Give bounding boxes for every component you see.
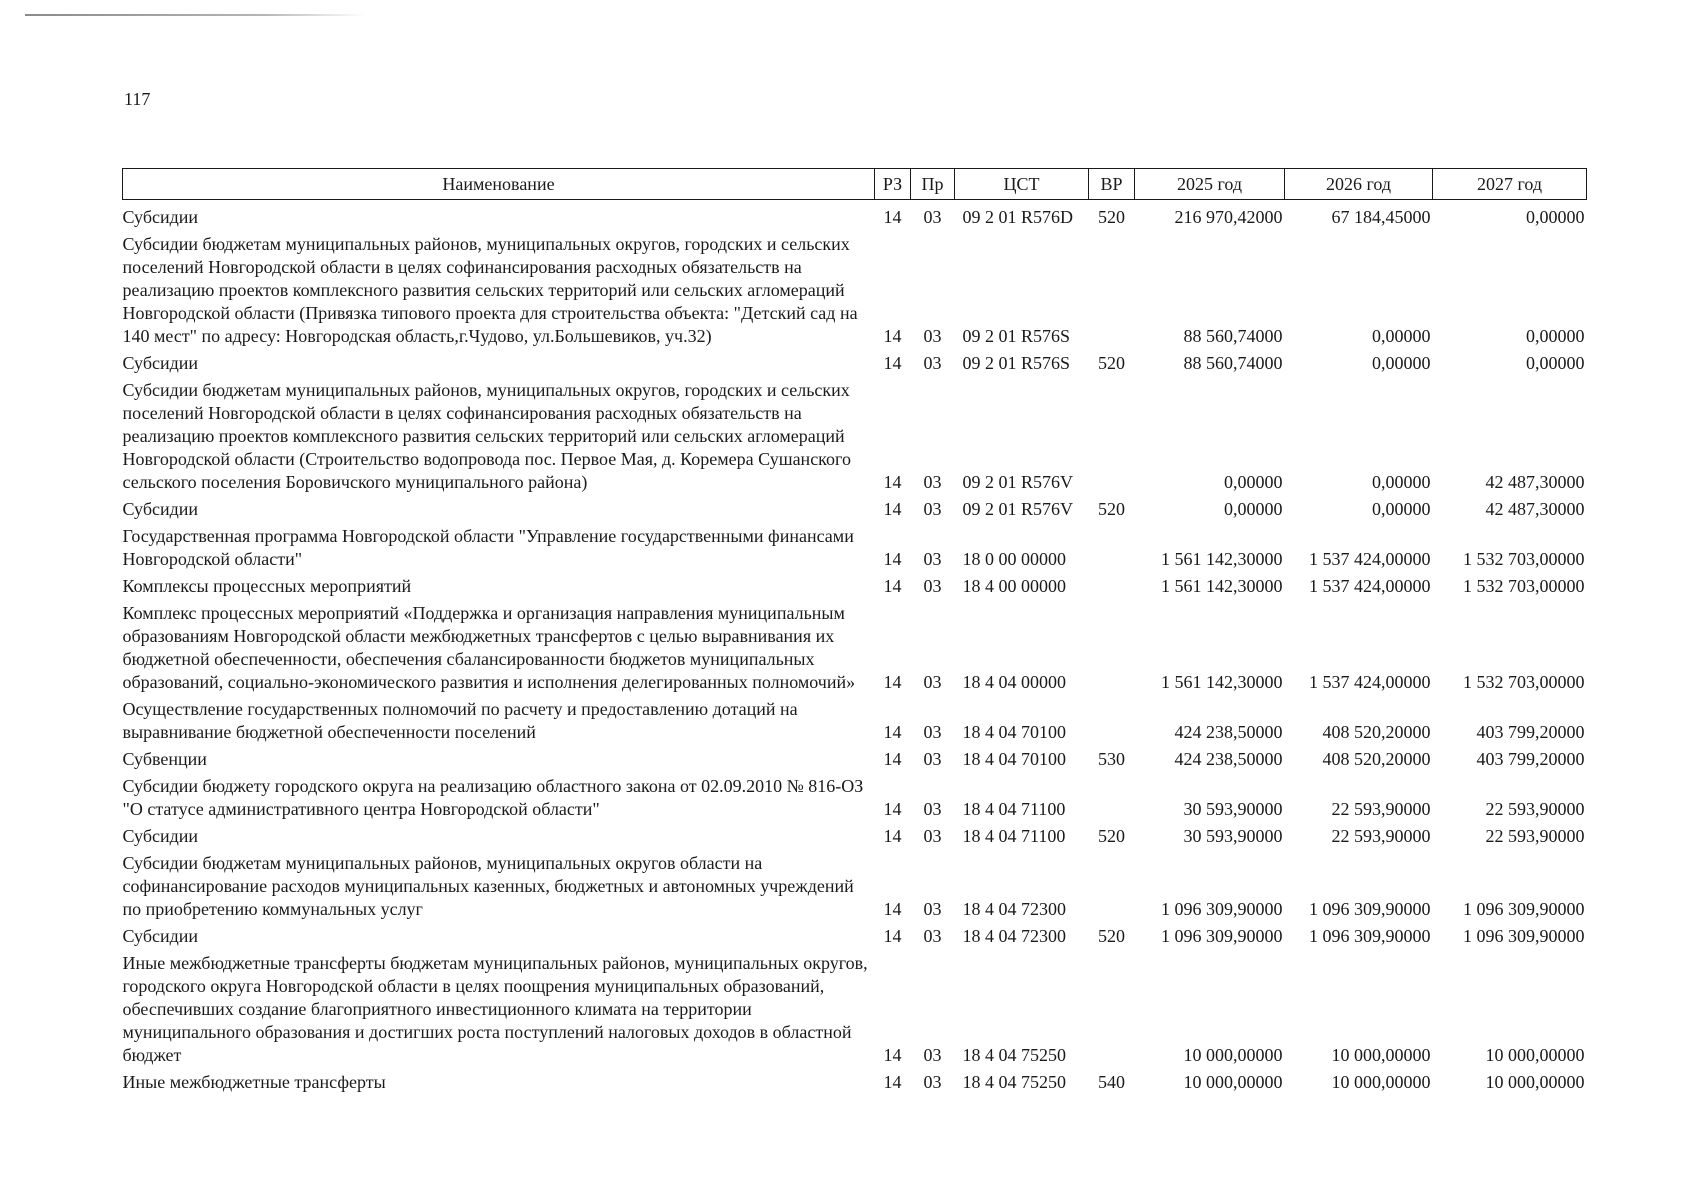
table-row	[123, 949, 1587, 1068]
table-row	[123, 695, 1587, 745]
row-amount-2027: 403 799,20000	[1476, 722, 1585, 742]
row-cst: 09 2 01 R576S	[962, 326, 1071, 346]
row-vr	[1089, 599, 1135, 695]
row-vr	[1089, 522, 1135, 572]
row-name: Государственная программа Новгородской области "Управление государственными финансами Новгородской области"	[122, 526, 854, 569]
header-year-2027: 2027 год	[1433, 169, 1587, 200]
table-row	[123, 772, 1587, 822]
row-cst: 18 4 04 72300	[962, 899, 1066, 919]
row-amount-2027: 0,00000	[1526, 353, 1585, 373]
header-vr: ВР	[1089, 169, 1135, 200]
row-vr	[1089, 772, 1135, 822]
row-name: Субсидии бюджетам муниципальных районов, муниципальных округов области на софинансирование расходов муниципальных казенных, бюджетных и автономных учреждений по приобретению коммунальных услуг	[122, 853, 854, 919]
table-row	[123, 849, 1587, 922]
row-cst: 18 4 00 00000	[962, 576, 1066, 596]
row-amount-2027: 1 532 703,00000	[1463, 576, 1585, 596]
row-amount-2025: 1 561 142,30000	[1161, 549, 1283, 569]
row-amount-2026: 1 537 424,00000	[1309, 576, 1431, 596]
row-amount-2027: 42 487,30000	[1485, 499, 1585, 519]
row-amount-2026: 10 000,00000	[1331, 1045, 1431, 1065]
row-amount-2027: 1 532 703,00000	[1463, 549, 1585, 569]
row-amount-2025: 30 593,90000	[1183, 799, 1283, 819]
table-row	[123, 495, 1587, 522]
header-cst: ЦСТ	[955, 169, 1089, 200]
row-cst: 09 2 01 R576V	[962, 499, 1074, 519]
row-pr: 03	[923, 749, 942, 769]
row-pr: 03	[923, 826, 942, 846]
row-name: Субсидии бюджетам муниципальных районов, муниципальных округов, городских и сельских поселений Новгородской области в целях софинансирования расходных обязательств на реализацию проектов комплексного развития сельских территорий или сельских агломераций Новгородской области (Строительство водопровода пос. Первое Мая, д. Коремера Сушанского сельского поселения Боровичского муниципального района)	[122, 380, 851, 492]
table-header	[123, 169, 1587, 200]
row-rz: 14	[883, 1072, 902, 1092]
row-pr: 03	[923, 353, 942, 373]
row-amount-2026: 0,00000	[1372, 472, 1431, 492]
row-amount-2027: 10 000,00000	[1485, 1045, 1585, 1065]
row-rz: 14	[883, 576, 902, 596]
row-cst: 18 4 04 72300	[962, 926, 1066, 946]
row-rz: 14	[883, 326, 902, 346]
row-name: Осуществление государственных полномочий по расчету и предоставлению дотаций на выравнивание бюджетной обеспеченности поселений	[122, 699, 798, 742]
row-pr: 03	[923, 499, 942, 519]
row-name: Субсидии бюджетам муниципальных районов, муниципальных округов, городских и сельских поселений Новгородской области в целях софинансирования расходных обязательств на реализацию проектов комплексного развития сельских территорий или сельских агломераций Новгородской области (Привязка типового проекта для строительства объекта: "Детский сад на 140 мест" по адресу: Новгородская область,г.Чудово, ул.Большевиков, уч.32)	[122, 234, 858, 346]
table-row	[123, 349, 1587, 376]
row-amount-2027: 1 096 309,90000	[1463, 926, 1585, 946]
table-row	[123, 200, 1587, 231]
row-pr: 03	[923, 722, 942, 742]
row-amount-2025: 1 096 309,90000	[1161, 899, 1283, 919]
row-vr: 520	[1098, 826, 1125, 846]
row-name: Субсидии бюджету городского округа на реализацию областного закона от 02.09.2010 № 816-ОЗ "О статусе административного центра Новгородской области"	[122, 776, 864, 819]
row-amount-2026: 408 520,20000	[1322, 749, 1431, 769]
row-pr: 03	[923, 1072, 942, 1092]
row-pr: 03	[923, 926, 942, 946]
row-rz: 14	[883, 207, 902, 227]
row-amount-2025: 10 000,00000	[1183, 1072, 1283, 1092]
row-amount-2027: 22 593,90000	[1485, 799, 1585, 819]
table-body	[123, 200, 1587, 1096]
row-rz: 14	[883, 799, 902, 819]
row-cst: 18 4 04 70100	[962, 722, 1066, 742]
row-amount-2025: 0,00000	[1224, 472, 1283, 492]
row-vr: 520	[1098, 926, 1125, 946]
row-amount-2025: 88 560,74000	[1183, 353, 1283, 373]
row-name: Комплексы процессных мероприятий	[122, 576, 412, 596]
row-rz: 14	[883, 499, 902, 519]
table-row	[123, 376, 1587, 495]
row-vr	[1089, 572, 1135, 599]
row-name: Иные межбюджетные трансферты бюджетам муниципальных районов, муниципальных округов, городского округа Новгородской области в целях поощрения муниципальных образований, обеспечивших создание благоприятного инвестиционного климата на территории муниципального образования и достигших роста поступлений налоговых доходов в областной бюджет	[122, 953, 868, 1065]
row-vr: 520	[1098, 353, 1125, 373]
row-rz: 14	[883, 549, 902, 569]
row-name: Иные межбюджетные трансферты	[122, 1072, 386, 1092]
row-amount-2027: 1 532 703,00000	[1463, 672, 1585, 692]
row-name: Комплекс процессных мероприятий «Поддержка и организация направления муниципальным образованиям Новгородской области межбюджетных трансфертов с целью выравнивания их бюджетной обеспеченности, обеспечения сбалансированности бюджетов муниципальных образований, социально-экономического развития и исполнения делегированных полномочий»	[122, 603, 856, 692]
table-row	[123, 522, 1587, 572]
row-amount-2025: 216 970,42000	[1174, 207, 1283, 227]
row-cst: 18 4 04 71100	[962, 826, 1066, 846]
row-amount-2026: 1 537 424,00000	[1309, 549, 1431, 569]
row-vr: 520	[1098, 207, 1125, 227]
header-rz: РЗ	[875, 169, 911, 200]
row-pr: 03	[923, 899, 942, 919]
table-row	[123, 572, 1587, 599]
row-rz: 14	[883, 353, 902, 373]
table-row	[123, 230, 1587, 349]
row-cst: 09 2 01 R576D	[962, 207, 1074, 227]
row-amount-2026: 0,00000	[1372, 499, 1431, 519]
row-amount-2026: 1 096 309,90000	[1309, 899, 1431, 919]
row-amount-2025: 30 593,90000	[1183, 826, 1283, 846]
row-cst: 18 4 04 75250	[962, 1072, 1066, 1092]
row-amount-2026: 22 593,90000	[1331, 799, 1431, 819]
row-amount-2025: 1 561 142,30000	[1161, 672, 1283, 692]
row-rz: 14	[883, 899, 902, 919]
row-pr: 03	[923, 472, 942, 492]
budget-table	[122, 168, 1587, 1095]
row-rz: 14	[883, 749, 902, 769]
row-vr	[1089, 695, 1135, 745]
row-pr: 03	[923, 1045, 942, 1065]
row-name: Субсидии	[122, 207, 199, 227]
scan-edge-line	[25, 14, 365, 16]
row-cst: 18 0 00 00000	[962, 549, 1066, 569]
row-vr	[1089, 849, 1135, 922]
header-row	[123, 169, 1587, 200]
row-amount-2026: 1 096 309,90000	[1309, 926, 1431, 946]
row-rz: 14	[883, 722, 902, 742]
row-amount-2026: 67 184,45000	[1331, 207, 1431, 227]
row-cst: 18 4 04 71100	[962, 799, 1066, 819]
row-amount-2025: 88 560,74000	[1183, 326, 1283, 346]
row-amount-2025: 10 000,00000	[1183, 1045, 1283, 1065]
header-pr: Пр	[911, 169, 955, 200]
table-row	[123, 822, 1587, 849]
row-pr: 03	[923, 799, 942, 819]
row-amount-2026: 10 000,00000	[1331, 1072, 1431, 1092]
header-year-2025: 2025 год	[1135, 169, 1285, 200]
row-vr: 530	[1098, 749, 1125, 769]
row-amount-2027: 403 799,20000	[1476, 749, 1585, 769]
row-vr	[1089, 949, 1135, 1068]
row-amount-2026: 22 593,90000	[1331, 826, 1431, 846]
table-row	[123, 1068, 1587, 1095]
page-number: 117	[124, 89, 151, 109]
row-amount-2025: 424 238,50000	[1174, 749, 1283, 769]
row-rz: 14	[883, 672, 902, 692]
row-name: Субсидии	[122, 353, 199, 373]
row-name: Субвенции	[122, 749, 207, 769]
header-name: Наименование	[123, 169, 875, 200]
row-amount-2025: 0,00000	[1224, 499, 1283, 519]
row-pr: 03	[923, 672, 942, 692]
row-cst: 09 2 01 R576S	[962, 353, 1071, 373]
header-year-2026: 2026 год	[1285, 169, 1433, 200]
row-amount-2025: 1 561 142,30000	[1161, 576, 1283, 596]
row-amount-2026: 0,00000	[1372, 353, 1431, 373]
row-amount-2027: 22 593,90000	[1485, 826, 1585, 846]
row-amount-2027: 10 000,00000	[1485, 1072, 1585, 1092]
row-rz: 14	[883, 472, 902, 492]
row-pr: 03	[923, 576, 942, 596]
row-vr: 520	[1098, 499, 1125, 519]
row-amount-2027: 0,00000	[1526, 326, 1585, 346]
row-amount-2026: 408 520,20000	[1322, 722, 1431, 742]
row-rz: 14	[883, 926, 902, 946]
row-pr: 03	[923, 549, 942, 569]
row-name: Субсидии	[122, 826, 199, 846]
row-cst: 18 4 04 70100	[962, 749, 1066, 769]
row-pr: 03	[923, 326, 942, 346]
table-row	[123, 745, 1587, 772]
row-amount-2025: 1 096 309,90000	[1161, 926, 1283, 946]
row-cst: 18 4 04 00000	[962, 672, 1066, 692]
row-cst: 09 2 01 R576V	[962, 472, 1074, 492]
row-amount-2027: 42 487,30000	[1485, 472, 1585, 492]
table-row	[123, 922, 1587, 949]
row-cst: 18 4 04 75250	[962, 1045, 1066, 1065]
row-pr: 03	[923, 207, 942, 227]
row-rz: 14	[883, 1045, 902, 1065]
row-vr	[1089, 230, 1135, 349]
row-amount-2025: 424 238,50000	[1174, 722, 1283, 742]
row-amount-2026: 1 537 424,00000	[1309, 672, 1431, 692]
row-amount-2026: 0,00000	[1372, 326, 1431, 346]
row-vr: 540	[1098, 1072, 1125, 1092]
row-name: Субсидии	[122, 926, 199, 946]
row-amount-2027: 1 096 309,90000	[1463, 899, 1585, 919]
row-vr	[1089, 376, 1135, 495]
row-amount-2027: 0,00000	[1526, 207, 1585, 227]
row-rz: 14	[883, 826, 902, 846]
table-row	[123, 599, 1587, 695]
row-name: Субсидии	[122, 499, 199, 519]
